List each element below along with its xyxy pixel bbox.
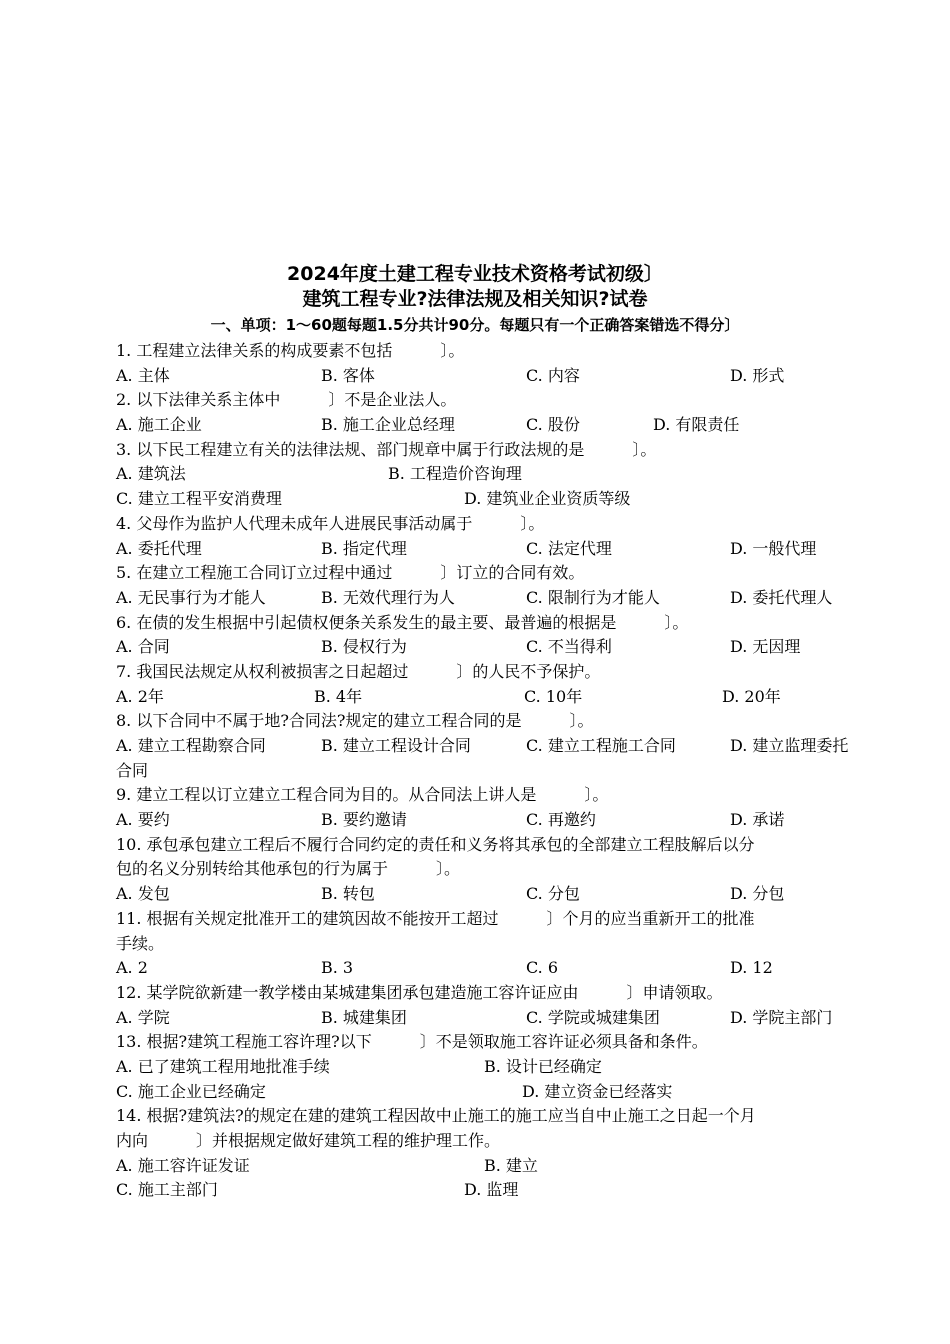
question-stem: 13. 根据?建筑工程施工容许理?以下 〕不是领取施工容许证必须具备和条件。 bbox=[116, 1032, 708, 1052]
answer-option: A. 主体 bbox=[116, 365, 170, 385]
question-7 bbox=[116, 660, 876, 709]
answer-option: D. 承诺 bbox=[730, 810, 785, 830]
answer-option: B. 建立工程设计合同 bbox=[321, 736, 471, 755]
answer-option: D. 委托代理人 bbox=[730, 587, 833, 607]
answer-option: A. 无民事行为才能人 bbox=[116, 587, 266, 607]
question-stem: 包的名义分别转给其他承包的行为属于 〕。 bbox=[116, 859, 461, 879]
option-row bbox=[116, 1154, 876, 1179]
answer-option: B. 转包 bbox=[321, 884, 375, 904]
answer-option: B. 建立 bbox=[484, 1155, 538, 1175]
answer-option: A. 施工企业 bbox=[116, 415, 202, 435]
question-stem: 5. 在建立工程施工合同订立过程中通过 〕订立的合同有效。 bbox=[116, 563, 585, 583]
option-row bbox=[116, 586, 876, 611]
question-3 bbox=[116, 438, 876, 512]
question-stem: 1. 工程建立法律关系的构成要素不包括 〕。 bbox=[116, 341, 465, 360]
answer-option: B. 客体 bbox=[321, 365, 375, 385]
question-1 bbox=[116, 339, 876, 388]
option-row bbox=[116, 759, 876, 784]
answer-option: B. 无效代理行为人 bbox=[321, 587, 455, 607]
question-8 bbox=[116, 709, 876, 783]
answer-option: A. 要约 bbox=[116, 810, 170, 830]
question-6 bbox=[116, 611, 876, 660]
answer-option: D. 有限责任 bbox=[653, 415, 740, 435]
option-row bbox=[116, 462, 876, 487]
answer-option: D. 学院主部门 bbox=[730, 1007, 833, 1027]
question-stem: 11. 根据有关规定批准开工的建筑因故不能按开工超过 〕个月的应当重新开工的批准 bbox=[116, 908, 755, 928]
answer-option: A. 学院 bbox=[116, 1007, 170, 1027]
answer-option: B. 侵权行为 bbox=[321, 637, 407, 657]
answer-option: A. 2年 bbox=[116, 686, 164, 706]
answer-option: D. 建立监理委托 bbox=[730, 736, 849, 755]
question-list bbox=[116, 339, 876, 1203]
option-row bbox=[116, 1055, 876, 1080]
option-row bbox=[116, 956, 876, 981]
answer-option: B. 3 bbox=[321, 958, 354, 978]
option-row bbox=[116, 537, 876, 562]
question-13 bbox=[116, 1030, 876, 1104]
option-row bbox=[116, 1006, 876, 1031]
answer-option: B. 设计已经确定 bbox=[484, 1056, 602, 1076]
question-9 bbox=[116, 783, 876, 832]
answer-option: 合同 bbox=[116, 760, 149, 780]
question-stem: 14. 根据?建筑法?的规定在建的建筑工程因故中止施工的施工应当自中止施工之日起一个月 bbox=[116, 1106, 756, 1126]
question-11 bbox=[116, 907, 876, 981]
question-14 bbox=[116, 1104, 876, 1203]
answer-option: D. 一般代理 bbox=[730, 538, 817, 558]
question-stem: 8. 以下合同中不属于地?合同法?规定的建立工程合同的是 〕。 bbox=[116, 711, 594, 731]
answer-option: C. 分包 bbox=[526, 884, 580, 904]
answer-option: A. 建立工程勘察合同 bbox=[116, 736, 266, 755]
question-stem: 6. 在债的发生根据中引起债权便条关系发生的最主要、最普遍的根据是 〕。 bbox=[116, 612, 689, 632]
answer-option: D. 分包 bbox=[730, 884, 785, 904]
option-row bbox=[116, 364, 876, 389]
answer-option: B. 工程造价咨询理 bbox=[388, 464, 522, 484]
answer-option: C. 10年 bbox=[524, 686, 583, 706]
answer-option: C. 股份 bbox=[526, 415, 580, 435]
answer-option: C. 再邀约 bbox=[526, 810, 596, 830]
answer-option: C. 学院或城建集团 bbox=[526, 1007, 660, 1027]
answer-option: C. 建立工程平安消费理 bbox=[116, 489, 282, 509]
option-row bbox=[116, 635, 876, 660]
answer-option: D. 建立资金已经落实 bbox=[522, 1081, 673, 1101]
option-row bbox=[116, 1178, 876, 1203]
answer-option: C. 不当得利 bbox=[526, 637, 612, 657]
answer-option: B. 施工企业总经理 bbox=[321, 415, 455, 435]
answer-option: B. 城建集团 bbox=[321, 1007, 407, 1027]
question-stem: 4. 父母作为监护人代理未成年人进展民事活动属于 〕。 bbox=[116, 513, 545, 533]
answer-option: A. 委托代理 bbox=[116, 538, 202, 558]
answer-option: C. 内容 bbox=[526, 365, 580, 385]
question-2 bbox=[116, 388, 876, 437]
option-row bbox=[116, 808, 876, 833]
question-stem: 2. 以下法律关系主体中 〕不是企业法人。 bbox=[116, 390, 457, 410]
answer-option: C. 施工企业已经确定 bbox=[116, 1081, 266, 1101]
answer-option: A. 建筑法 bbox=[116, 464, 186, 484]
question-5 bbox=[116, 561, 876, 610]
answer-option: C. 法定代理 bbox=[526, 538, 612, 558]
answer-option: D. 监理 bbox=[464, 1180, 519, 1200]
answer-option: C. 限制行为才能人 bbox=[526, 587, 660, 607]
answer-option: C. 6 bbox=[526, 958, 559, 978]
option-row bbox=[116, 413, 876, 438]
question-stem: 3. 以下民工程建立有关的法律法规、部门规章中属于行政法规的是 〕。 bbox=[116, 439, 657, 459]
option-row bbox=[116, 1080, 876, 1105]
answer-option: A. 已了建筑工程用地批准手续 bbox=[116, 1056, 330, 1076]
answer-option: B. 4年 bbox=[314, 686, 363, 706]
answer-option: C. 建立工程施工合同 bbox=[526, 736, 676, 755]
answer-option: D. 建筑业企业资质等级 bbox=[464, 489, 631, 509]
answer-option: D. 12 bbox=[730, 958, 773, 978]
question-stem: 手续。 bbox=[116, 933, 165, 953]
option-row bbox=[116, 685, 876, 710]
answer-option: A. 发包 bbox=[116, 884, 170, 904]
section-heading: 一、单项：1～60题每题1.5分共计90分。每题只有一个正确答案错选不得分〕 bbox=[210, 316, 740, 334]
answer-option: A. 2 bbox=[116, 958, 148, 978]
option-row bbox=[116, 734, 876, 759]
question-stem: 10. 承包承包建立工程后不履行合同约定的责任和义务将其承包的全部建立工程肢解后以分 bbox=[116, 834, 755, 854]
option-row bbox=[116, 487, 876, 512]
question-stem: 内向 〕并根据规定做好建筑工程的维护理工作。 bbox=[116, 1131, 501, 1150]
answer-option: A. 施工容许证发证 bbox=[116, 1155, 250, 1175]
answer-option: D. 20年 bbox=[722, 686, 781, 706]
answer-option: D. 形式 bbox=[730, 365, 785, 385]
answer-option: C. 施工主部门 bbox=[116, 1180, 218, 1200]
question-stem: 12. 某学院欲新建一教学楼由某城建集团承包建造施工容许证应由 〕申请领取。 bbox=[116, 982, 723, 1002]
page-title: 2024年度土建工程专业技术资格考试初级〕 bbox=[287, 263, 663, 285]
question-stem: 7. 我国民法规定从权利被损害之日起超过 〕的人民不予保护。 bbox=[116, 661, 601, 681]
question-4 bbox=[116, 512, 876, 561]
question-stem: 9. 建立工程以订立建立工程合同为目的。从合同法上讲人是 〕。 bbox=[116, 785, 609, 805]
answer-option: B. 要约邀请 bbox=[321, 810, 407, 830]
question-10 bbox=[116, 833, 876, 907]
answer-option: A. 合同 bbox=[116, 637, 170, 657]
question-12 bbox=[116, 981, 876, 1030]
answer-option: D. 无因理 bbox=[730, 637, 801, 657]
page-subtitle: 建筑工程专业?法律法规及相关知识?试卷 bbox=[302, 288, 648, 310]
option-row bbox=[116, 882, 876, 907]
answer-option: B. 指定代理 bbox=[321, 538, 407, 558]
